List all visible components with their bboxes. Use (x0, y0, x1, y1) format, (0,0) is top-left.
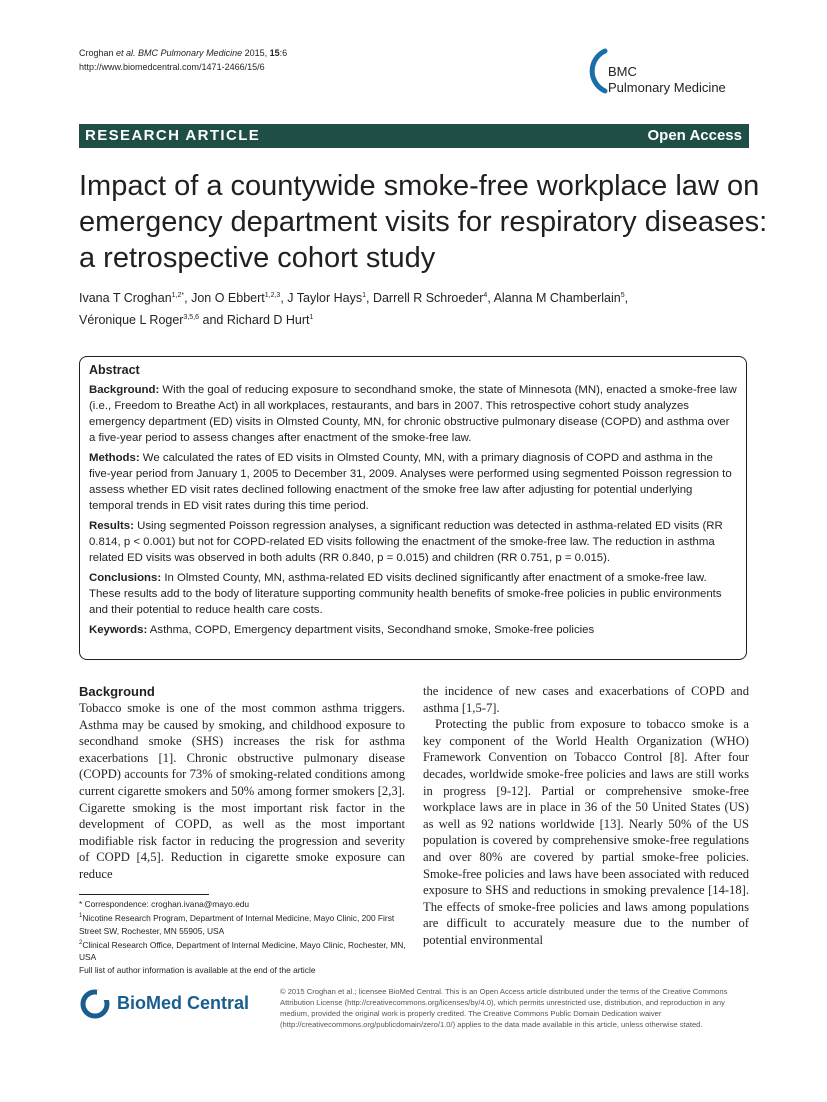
author-name: Darrell R Schroeder (372, 291, 484, 306)
journal-logo-line2: Pulmonary Medicine (608, 80, 726, 95)
affiliation-2-text: Clinical Research Office, Department of Internal Medicine, Mayo Clinic, Rochester, MN, USA (79, 939, 406, 963)
correspondence: * Correspondence: croghan.ivana@mayo.edu (79, 899, 250, 909)
biomed-central-logo-icon (79, 988, 113, 1020)
abstract-methods (89, 450, 737, 514)
abstract-keywords-label: Keywords: (89, 624, 148, 636)
author[interactable] (79, 291, 184, 305)
article-type-banner (79, 124, 749, 148)
author[interactable] (79, 313, 199, 327)
body-paragraph: Tobacco smoke is one of the most common asthma triggers. Asthma may be caused by smoking, and childhood exposure to secondhand smoke (SHS) increases the risk for asthma exacerbations [1]. Chronic obstructive pulmonary disease (COPD) accounts for 73% of smoking-related conditions among current cigarette smokers and 50% among former smokers [2,3]. Cigarette smoking is the most important risk factor in the development of COPD, as well as the most important modifiable risk factor in reducing the progression and severity of COPD [4,5]. Reduction in cigarette smoke exposure can reduce (79, 701, 405, 881)
body-paragraph: Protecting the public from exposure to tobacco smoke is a key component of the World Health Organization (WHO) Framework Convention on Tobacco Control [8]. After four decades, worldwide smoke-free policies and laws are still works in progress [9-12]. Partial or comprehensive smoke-free workplace laws are in place in 36 of the 50 United States (US) as well as 92 nations worldwide [13]. Nearly 50% of the US population is covered by comprehensive smoke-free regulations and over 80% are covered by partial smoke-free policies. Smoke-free policies and laws have been associated with reduced exposure to SHS and reductions in smoking prevalence [14-18]. The effects of smoke-free policies and laws among populations are difficult to accurately measure due to the number of potential environmental (423, 717, 749, 947)
author-name: Alanna M Chamberlain (493, 291, 621, 306)
affiliation-2 (79, 937, 409, 964)
abstract-heading: Abstract (89, 363, 140, 377)
body-column-right (423, 683, 749, 949)
license-statement: © 2015 Croghan et al.; licensee BioMed Central. This is an Open Access article distributed under the terms of the Creative Commons Attribution License (http://creativecommons.org/licenses/by/4.0), which permits unrestricted use, distribution, and reproduction in any medium, provided the original work is properly credited. The Creative Commons Public Domain Dedication waiver (http://creativecommons.org/publicdomain/zero/1.0/) applies to the data made available in this article, unless otherwise stated. (280, 987, 728, 1029)
affiliation-1-text: Nicotine Research Program, Department of Internal Medicine, Mayo Clinic, 200 First Street SW, Rochester, MN 55905, USA (79, 913, 395, 936)
abstract-background-label: Background: (89, 384, 160, 396)
abstract-results-label: Results: (89, 520, 134, 532)
author-affiliation-marker: 4 (483, 292, 488, 299)
author-affiliation-marker: 1,2,3 (264, 292, 281, 299)
author-separator: , (487, 291, 494, 306)
affiliation-1 (79, 910, 409, 937)
author-affiliation-marker: 1,2* (171, 292, 185, 299)
author-info-note: Full list of author information is available at the end of the article (79, 964, 316, 975)
author-name: Jon O Ebbert (191, 291, 265, 306)
author-list (79, 286, 739, 330)
citation-issue: :6 (279, 48, 288, 58)
abstract-background (89, 382, 737, 446)
affiliation-1-marker: 1 (79, 913, 83, 920)
author-name: Richard D Hurt (226, 313, 310, 328)
article-title: Impact of a countywide smoke-free workplace law on emergency department visits for respiratory diseases: a retrospective cohort study (79, 170, 768, 274)
citation-volume: 15 (269, 48, 280, 58)
author[interactable] (373, 291, 487, 305)
body-paragraph: the incidence of new cases and exacerbations of COPD and asthma [1,5-7]. (423, 684, 749, 715)
citation-year: 2015, (242, 48, 270, 58)
author[interactable] (494, 291, 625, 305)
abstract-keywords (89, 622, 737, 638)
footnote-divider (79, 894, 209, 895)
author-separator: , (184, 291, 192, 306)
author[interactable] (227, 313, 314, 327)
abstract-results (89, 518, 737, 566)
abstract-methods-text: We calculated the rates of ED visits in Olmsted County, MN, with a primary diagnosis of COPD and asthma in the five-year period from January 1, 2005 to December 31, 2009. Analyses were performed using segmented Poisson regression to assess whether ED visit rates declined following enactment of the smoke free law after adjusting for potential underlying temporal trends in ED visit rates during this time period. (89, 452, 732, 512)
author-separator: , (280, 291, 288, 306)
journal-logo (575, 45, 755, 105)
abstract-conclusions (89, 570, 737, 618)
citation-journal: et al. BMC Pulmonary Medicine (113, 48, 243, 58)
body-column-left (79, 683, 405, 883)
biomed-central-logo-text: BioMed Central (117, 993, 250, 1013)
abstract-conclusions-text: In Olmsted County, MN, asthma-related ED visits declined significantly after enactment of a smoke-free law. These results add to the body of literature supporting community health benefits of smoke-free policies in public environments and their potential to reduce health care costs. (89, 572, 722, 616)
abstract-methods-label: Methods: (89, 452, 140, 464)
author-separator: and (199, 313, 227, 328)
abstract-results-text: Using segmented Poisson regression analyses, a significant reduction was detected in asthma-related ED visits (RR 0.814, p < 0.001) but not for COPD-related ED visits following the enactment of the smoke-free law. The reduction in asthma related ED visits was observed in both adults (RR 0.840, p = 0.015) and children (RR 0.751, p = 0.015). (89, 520, 723, 564)
citation-line (79, 46, 287, 60)
citation-header (79, 46, 287, 74)
affiliation-2-marker: 2 (79, 940, 83, 947)
journal-logo-line1: BMC (608, 64, 637, 79)
author[interactable] (287, 291, 366, 305)
author-name: Véronique L Roger (79, 313, 184, 328)
abstract-conclusions-label: Conclusions: (89, 572, 162, 584)
footnotes (79, 898, 409, 976)
abstract-keywords-text: Asthma, COPD, Emergency department visits, Secondhand smoke, Smoke-free policies (149, 624, 595, 636)
abstract-background-text: With the goal of reducing exposure to secondhand smoke, the state of Minnesota (MN), enacted a smoke-free law (i.e., Freedom to Breathe Act) in all workplaces, restaurants, and bars in 2007. This retrospective cohort study analyzes emergency department (ED) visits in Olmsted County, MN, for chronic obstructive pulmonary disease (COPD) and asthma over a five-year period to assess changes after enactment of the smoke-free law. (89, 384, 737, 444)
open-access-label: Open Access (647, 127, 742, 144)
author-affiliation-marker: 1 (362, 292, 366, 299)
citation-url[interactable]: http://www.biomedcentral.com/1471-2466/15/6 (79, 62, 265, 72)
author[interactable] (191, 291, 280, 305)
biomed-central-logo (79, 988, 249, 1020)
author-separator: , (624, 291, 629, 306)
abstract-box (79, 356, 747, 660)
author-affiliation-marker: 3,5,6 (183, 314, 200, 322)
article-type-label: RESEARCH ARTICLE (85, 127, 261, 144)
author-name: J Taylor Hays (287, 291, 363, 306)
section-heading-background: Background (79, 684, 155, 699)
citation-author: Croghan (79, 48, 114, 58)
author-name: Ivana T Croghan (79, 291, 172, 306)
author-affiliation-marker: 1 (309, 314, 314, 322)
author-separator: , (365, 291, 373, 306)
author-affiliation-marker: 5 (620, 292, 625, 299)
